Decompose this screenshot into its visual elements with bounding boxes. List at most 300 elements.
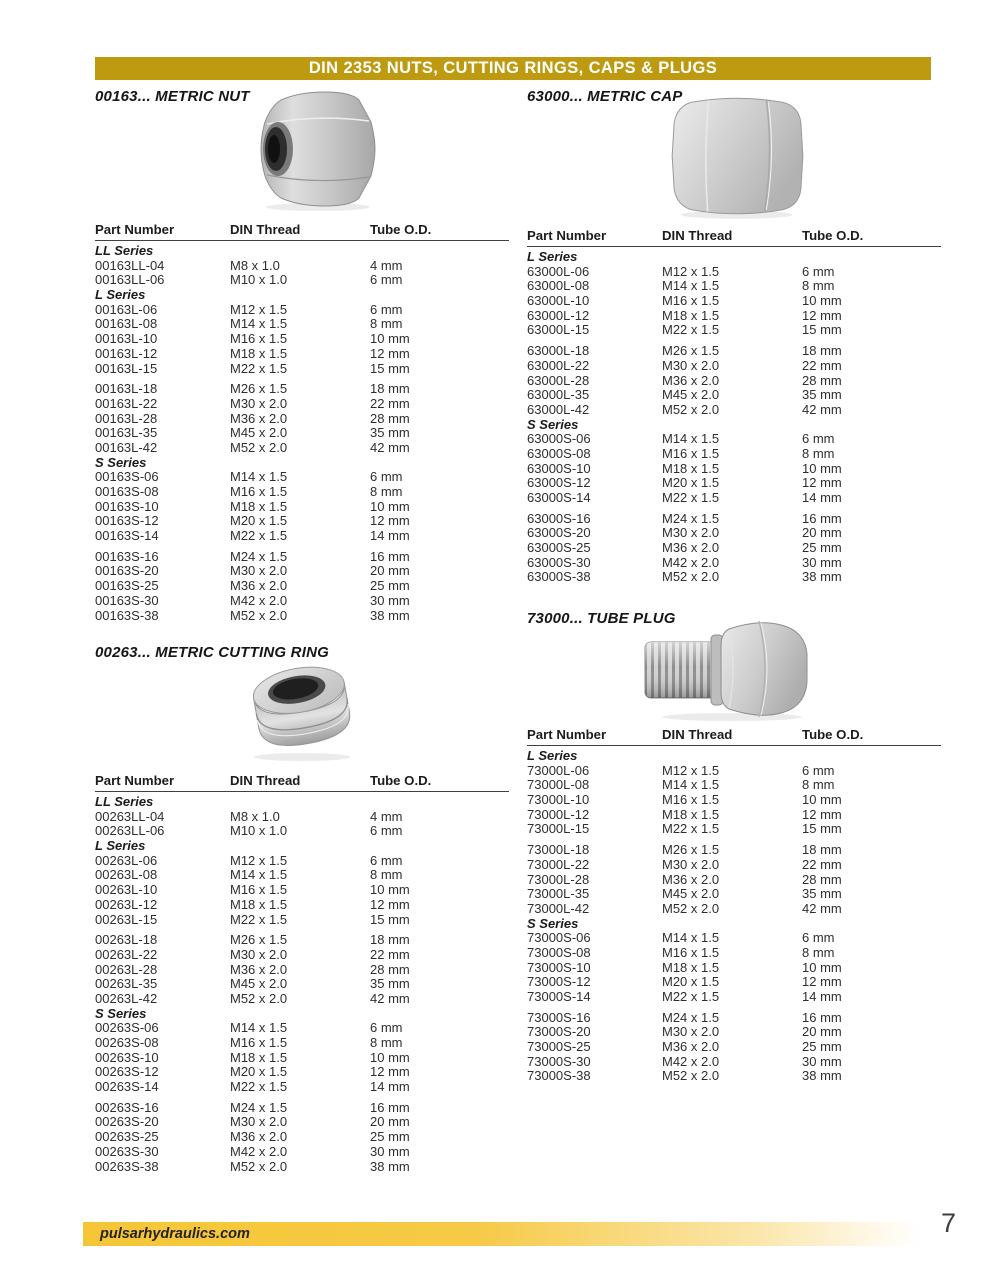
part-number-cell: 00263S-10: [95, 1049, 159, 1065]
din-thread-cell: M18 x 1.5: [230, 1049, 288, 1065]
table-row: [527, 1025, 941, 1040]
din-thread-cell: M36 x 2.0: [230, 1129, 288, 1145]
part-number-cell: 63000L-15: [527, 322, 590, 338]
table-row: [527, 388, 941, 403]
table-header-row: [527, 727, 941, 746]
din-thread-cell: M18 x 1.5: [662, 460, 720, 476]
table-row: [527, 808, 941, 823]
din-thread-cell: M42 x 2.0: [662, 1053, 720, 1069]
din-thread-cell: M18 x 1.5: [230, 498, 288, 514]
din-thread-cell: M22 x 1.5: [662, 989, 720, 1004]
din-thread-cell: M14 x 1.5: [662, 777, 720, 793]
tube-od-cell: 8 mm: [802, 445, 835, 461]
din-thread-header: DIN Thread: [662, 228, 733, 243]
din-thread-cell: M14 x 1.5: [662, 930, 720, 946]
din-thread-header: DIN Thread: [230, 773, 301, 788]
table-row: [95, 1145, 509, 1160]
tube-od-cell: 6 mm: [370, 469, 403, 485]
din-thread-cell: M30 x 2.0: [230, 1114, 288, 1130]
table-row: [95, 317, 509, 332]
tube-od-cell: 10 mm: [370, 331, 410, 347]
part-number-header: Part Number: [527, 228, 607, 243]
part-number-cell: 00263S-30: [95, 1143, 159, 1159]
din-thread-cell: M14 x 1.5: [662, 278, 720, 294]
din-thread-cell: M20 x 1.5: [662, 475, 720, 491]
part-number-cell: 00163L-22: [95, 395, 158, 411]
part-number-cell: 73000L-22: [527, 856, 590, 872]
series-label: S Series: [527, 416, 579, 432]
table-row: [527, 556, 941, 571]
table-row: [527, 403, 941, 418]
table-row: [95, 426, 509, 441]
table-row: [95, 259, 509, 274]
din-thread-cell: M30 x 2.0: [230, 563, 288, 579]
tube-od-cell: 16 mm: [370, 1099, 410, 1115]
table-row: [95, 500, 509, 515]
table-group: [95, 933, 509, 1006]
din-thread-cell: M22 x 1.5: [230, 1079, 288, 1095]
tube-od-cell: 4 mm: [370, 808, 403, 824]
part-number-cell: 00163S-20: [95, 563, 159, 579]
part-number-cell: 00163S-16: [95, 548, 159, 564]
tube-od-header: Tube O.D.: [802, 228, 864, 243]
tube-od-cell: 10 mm: [370, 882, 410, 898]
part-number-cell: 73000S-38: [527, 1068, 591, 1084]
table-row: [95, 514, 509, 529]
table-row: [527, 462, 941, 477]
part-number-cell: 63000S-08: [527, 445, 591, 461]
din-thread-cell: M26 x 1.5: [662, 842, 720, 858]
tube-od-cell: 15 mm: [802, 821, 842, 837]
table-row: [95, 913, 509, 928]
din-thread-cell: M24 x 1.5: [662, 510, 720, 526]
part-number-cell: 00263S-16: [95, 1099, 159, 1115]
table-row: [527, 323, 941, 338]
din-thread-cell: M52 x 2.0: [230, 990, 288, 1006]
hex-cap-photo: [661, 92, 813, 220]
table-group: [527, 917, 941, 1005]
part-number-cell: 63000S-10: [527, 460, 591, 476]
part-number-cell: 00263S-14: [95, 1079, 159, 1095]
table-row: [527, 447, 941, 462]
parts-table: [527, 228, 941, 585]
table-body: [527, 749, 941, 1084]
table-group: [95, 1007, 509, 1095]
tube-od-cell: 22 mm: [802, 856, 842, 872]
din-thread-cell: M16 x 1.5: [662, 445, 720, 461]
part-number-cell: 00263S-20: [95, 1114, 159, 1130]
part-number-cell: 00263S-08: [95, 1035, 159, 1050]
tube-od-cell: 22 mm: [370, 946, 410, 962]
section-title: 00163... METRIC NUT: [95, 88, 250, 105]
din-thread-cell: M16 x 1.5: [662, 792, 720, 808]
tube-od-cell: 4 mm: [370, 257, 403, 273]
table-header-row: [95, 773, 509, 792]
din-thread-cell: M22 x 1.5: [662, 490, 720, 505]
din-thread-cell: M12 x 1.5: [662, 263, 720, 279]
tube-od-cell: 8 mm: [802, 944, 835, 960]
tube-od-cell: 12 mm: [370, 345, 410, 361]
din-thread-cell: M30 x 2.0: [230, 395, 288, 411]
table-row: [527, 512, 941, 527]
din-thread-header: DIN Thread: [662, 727, 733, 742]
tube-od-cell: 18 mm: [802, 842, 842, 858]
part-number-cell: 63000L-12: [527, 307, 590, 323]
din-thread-cell: M10 x 1.0: [230, 272, 288, 288]
table-row: [95, 898, 509, 913]
din-thread-cell: M18 x 1.5: [230, 896, 288, 912]
din-thread-cell: M20 x 1.5: [230, 513, 288, 529]
part-number-cell: 63000S-06: [527, 431, 591, 447]
din-thread-cell: M22 x 1.5: [230, 911, 288, 927]
part-number-cell: 63000L-28: [527, 372, 590, 388]
tube-od-cell: 20 mm: [802, 525, 842, 541]
tube-od-cell: 25 mm: [370, 578, 410, 594]
din-thread-cell: M16 x 1.5: [230, 484, 288, 499]
series-label: L Series: [95, 838, 146, 854]
table-row: [95, 303, 509, 318]
tube-od-header: Tube O.D.: [370, 773, 432, 788]
part-number-cell: 00263L-22: [95, 946, 158, 962]
part-number-cell: 00163L-06: [95, 301, 158, 317]
table-row: [95, 977, 509, 992]
tube-plug-photo: [637, 616, 817, 722]
section-cutting-ring: [95, 644, 509, 1174]
tube-od-cell: 6 mm: [370, 1020, 403, 1036]
din-thread-cell: M45 x 2.0: [230, 976, 288, 992]
tube-od-cell: 6 mm: [370, 852, 403, 868]
part-number-cell: 73000S-20: [527, 1024, 591, 1040]
table-row: [95, 1115, 509, 1130]
table-row: [527, 294, 941, 309]
table-row: [527, 975, 941, 990]
table-row: [95, 854, 509, 869]
tube-od-cell: 15 mm: [802, 322, 842, 338]
table-row: [527, 778, 941, 793]
part-number-cell: 73000S-06: [527, 930, 591, 946]
table-row: [527, 931, 941, 946]
section-title: 00263... METRIC CUTTING RING: [95, 644, 329, 661]
table-row: [95, 868, 509, 883]
din-thread-cell: M42 x 2.0: [230, 592, 288, 608]
table-row: [95, 1130, 509, 1145]
part-number-cell: 63000L-42: [527, 401, 590, 417]
din-thread-cell: M22 x 1.5: [230, 528, 288, 544]
table-row: [95, 550, 509, 565]
table-group: [95, 795, 509, 839]
tube-od-cell: 42 mm: [802, 900, 842, 916]
din-thread-cell: M16 x 1.5: [662, 293, 720, 309]
tube-od-cell: 12 mm: [802, 806, 842, 822]
din-thread-cell: M16 x 1.5: [230, 882, 288, 898]
part-number-cell: 63000S-25: [527, 540, 591, 556]
table-group: [95, 1101, 509, 1174]
table-row: [527, 1069, 941, 1084]
part-number-cell: 73000S-10: [527, 959, 591, 975]
part-number-cell: 00163L-18: [95, 381, 158, 397]
table-row: [527, 359, 941, 374]
table-row: [95, 529, 509, 544]
din-thread-header: DIN Thread: [230, 222, 301, 237]
din-thread-cell: M18 x 1.5: [662, 307, 720, 323]
tube-od-cell: 8 mm: [370, 484, 403, 499]
part-number-cell: 00263L-12: [95, 896, 158, 912]
table-group: [95, 839, 509, 927]
tube-od-cell: 28 mm: [802, 871, 842, 887]
din-thread-cell: M36 x 2.0: [662, 540, 720, 556]
din-thread-cell: M45 x 2.0: [230, 425, 288, 441]
table-body: [95, 244, 509, 623]
din-thread-cell: M22 x 1.5: [230, 360, 288, 376]
din-thread-cell: M16 x 1.5: [662, 944, 720, 960]
series-label: S Series: [95, 454, 147, 470]
part-number-cell: 00163S-38: [95, 607, 159, 623]
tube-od-cell: 38 mm: [370, 1158, 410, 1174]
part-number-header: Part Number: [95, 222, 175, 237]
tube-od-cell: 6 mm: [802, 431, 835, 447]
din-thread-cell: M36 x 2.0: [230, 578, 288, 594]
table-body: [95, 795, 509, 1174]
part-number-cell: 00163S-30: [95, 592, 159, 608]
table-row: [95, 382, 509, 397]
table-row: [527, 793, 941, 808]
din-thread-cell: M26 x 1.5: [230, 381, 288, 397]
tube-od-cell: 35 mm: [802, 387, 842, 403]
table-row: [95, 273, 509, 288]
table-row: [95, 963, 509, 978]
din-thread-cell: M18 x 1.5: [662, 806, 720, 822]
part-number-cell: 73000S-16: [527, 1009, 591, 1025]
table-body: [527, 250, 941, 585]
tube-od-cell: 18 mm: [370, 381, 410, 397]
part-number-cell: 63000L-22: [527, 357, 590, 373]
din-thread-cell: M52 x 2.0: [230, 439, 288, 455]
din-thread-cell: M24 x 1.5: [230, 1099, 288, 1115]
din-thread-cell: M30 x 2.0: [662, 525, 720, 541]
tube-od-cell: 25 mm: [370, 1129, 410, 1145]
table-group: [527, 512, 941, 585]
table-row: [95, 1160, 509, 1175]
tube-od-cell: 20 mm: [370, 563, 410, 579]
part-number-header: Part Number: [95, 773, 175, 788]
tube-od-cell: 38 mm: [370, 607, 410, 623]
din-thread-cell: M30 x 2.0: [662, 357, 720, 373]
tube-od-cell: 28 mm: [802, 372, 842, 388]
table-row: [527, 344, 941, 359]
part-number-cell: 00163S-12: [95, 513, 159, 529]
table-row: [527, 946, 941, 961]
din-thread-cell: M24 x 1.5: [230, 548, 288, 564]
din-thread-cell: M14 x 1.5: [230, 867, 288, 883]
series-label: S Series: [95, 1005, 147, 1021]
series-label: L Series: [527, 748, 578, 763]
tube-od-cell: 6 mm: [802, 930, 835, 946]
part-number-cell: 00163S-08: [95, 484, 159, 499]
tube-od-cell: 38 mm: [802, 1068, 842, 1084]
din-thread-cell: M42 x 2.0: [662, 554, 720, 570]
table-row: [95, 1101, 509, 1116]
din-thread-cell: M52 x 2.0: [662, 401, 720, 417]
tube-od-cell: 6 mm: [370, 272, 403, 288]
table-row: [95, 412, 509, 427]
table-group: [527, 418, 941, 506]
parts-table: [95, 773, 509, 1174]
table-group: [95, 456, 509, 544]
table-row: [527, 309, 941, 324]
din-thread-cell: M42 x 2.0: [230, 1143, 288, 1159]
parts-table: [95, 222, 509, 623]
table-row: [527, 1040, 941, 1055]
part-number-cell: 73000L-18: [527, 842, 590, 858]
tube-od-cell: 10 mm: [802, 460, 842, 476]
section-metric-nut: [95, 88, 509, 623]
table-group: [527, 344, 941, 417]
part-number-cell: 00163L-12: [95, 345, 158, 361]
tube-od-cell: 22 mm: [370, 395, 410, 411]
din-thread-cell: M24 x 1.5: [662, 1009, 720, 1025]
tube-od-cell: 14 mm: [802, 989, 842, 1004]
table-row: [527, 526, 941, 541]
table-row: [95, 594, 509, 609]
part-number-cell: 00163S-25: [95, 578, 159, 594]
table-row: [95, 992, 509, 1007]
part-number-cell: 00163L-08: [95, 316, 158, 332]
part-number-cell: 00263L-42: [95, 990, 158, 1006]
din-thread-cell: M36 x 2.0: [662, 871, 720, 887]
table-row: [95, 485, 509, 500]
part-number-cell: 63000S-38: [527, 569, 591, 585]
din-thread-cell: M16 x 1.5: [230, 331, 288, 347]
tube-od-cell: 12 mm: [802, 974, 842, 990]
table-row: [527, 843, 941, 858]
part-number-cell: 63000S-20: [527, 525, 591, 541]
part-number-cell: 00163LL-06: [95, 272, 165, 288]
din-thread-cell: M22 x 1.5: [662, 821, 720, 837]
section-title: 73000... TUBE PLUG: [527, 610, 676, 627]
table-group: [95, 288, 509, 376]
tube-od-cell: 30 mm: [802, 554, 842, 570]
page-banner: [95, 57, 931, 80]
part-number-cell: 00163L-15: [95, 360, 158, 376]
part-number-cell: 63000S-16: [527, 510, 591, 526]
tube-od-cell: 35 mm: [370, 425, 410, 441]
tube-od-cell: 30 mm: [802, 1053, 842, 1069]
part-number-cell: 73000L-28: [527, 871, 590, 887]
din-thread-cell: M52 x 2.0: [662, 1068, 720, 1084]
banner-title: DIN 2353 NUTS, CUTTING RINGS, CAPS & PLUGS: [308, 59, 718, 77]
tube-od-cell: 18 mm: [802, 343, 842, 359]
table-group: [527, 250, 941, 338]
part-number-cell: 73000L-08: [527, 777, 590, 793]
hex-nut-photo: [247, 88, 389, 212]
table-row: [95, 824, 509, 839]
parts-table: [527, 727, 941, 1084]
series-label: S Series: [527, 915, 579, 931]
table-row: [527, 858, 941, 873]
din-thread-cell: M45 x 2.0: [662, 886, 720, 902]
tube-od-cell: 6 mm: [370, 301, 403, 317]
table-group: [95, 244, 509, 288]
table-row: [527, 476, 941, 491]
tube-od-cell: 8 mm: [802, 278, 835, 294]
tube-od-cell: 38 mm: [802, 569, 842, 585]
part-number-cell: 73000S-12: [527, 974, 591, 990]
din-thread-cell: M26 x 1.5: [230, 932, 288, 948]
din-thread-cell: M30 x 2.0: [662, 1024, 720, 1040]
din-thread-cell: M36 x 2.0: [230, 961, 288, 977]
tube-od-cell: 30 mm: [370, 1143, 410, 1159]
din-thread-cell: M12 x 1.5: [230, 852, 288, 868]
tube-od-cell: 16 mm: [370, 548, 410, 564]
part-number-cell: 63000S-12: [527, 475, 591, 491]
tube-od-cell: 12 mm: [802, 475, 842, 491]
series-label: L Series: [527, 249, 578, 264]
tube-od-cell: 8 mm: [802, 777, 835, 793]
table-row: [527, 887, 941, 902]
tube-od-cell: 14 mm: [370, 1079, 410, 1095]
part-number-cell: 73000S-14: [527, 989, 591, 1004]
din-thread-cell: M10 x 1.0: [230, 823, 288, 839]
table-row: [95, 362, 509, 377]
table-row: [527, 491, 941, 506]
part-number-cell: 00263S-38: [95, 1158, 159, 1174]
tube-od-cell: 8 mm: [370, 867, 403, 883]
tube-od-cell: 28 mm: [370, 410, 410, 426]
din-thread-cell: M8 x 1.0: [230, 808, 280, 824]
tube-od-cell: 12 mm: [370, 513, 410, 529]
tube-od-cell: 6 mm: [802, 762, 835, 778]
table-row: [95, 1080, 509, 1095]
table-row: [527, 541, 941, 556]
din-thread-cell: M8 x 1.0: [230, 257, 280, 273]
tube-od-cell: 14 mm: [802, 490, 842, 505]
table-header-row: [95, 222, 509, 241]
part-number-cell: 00263L-18: [95, 932, 158, 948]
table-row: [527, 1011, 941, 1026]
section-title: 63000... METRIC CAP: [527, 88, 683, 105]
table-row: [527, 902, 941, 917]
table-row: [527, 1055, 941, 1070]
part-number-cell: 73000L-35: [527, 886, 590, 902]
din-thread-cell: M18 x 1.5: [230, 345, 288, 361]
tube-od-cell: 20 mm: [370, 1114, 410, 1130]
part-number-cell: 00263S-06: [95, 1020, 159, 1036]
part-number-cell: 63000S-30: [527, 554, 591, 570]
tube-od-cell: 10 mm: [370, 1049, 410, 1065]
tube-od-cell: 6 mm: [370, 823, 403, 839]
tube-od-cell: 6 mm: [802, 263, 835, 279]
din-thread-cell: M30 x 2.0: [230, 946, 288, 962]
tube-od-cell: 42 mm: [370, 990, 410, 1006]
table-group: [527, 749, 941, 837]
table-row: [95, 470, 509, 485]
table-row: [95, 397, 509, 412]
part-number-cell: 73000L-10: [527, 792, 590, 808]
table-row: [527, 961, 941, 976]
tube-od-cell: 10 mm: [370, 498, 410, 514]
tube-od-cell: 10 mm: [802, 792, 842, 808]
part-number-cell: 63000L-08: [527, 278, 590, 294]
tube-od-cell: 12 mm: [802, 307, 842, 323]
table-group: [527, 1011, 941, 1084]
table-row: [95, 332, 509, 347]
table-row: [95, 564, 509, 579]
din-thread-cell: M14 x 1.5: [230, 316, 288, 332]
part-number-cell: 63000L-35: [527, 387, 590, 403]
part-number-cell: 00263S-12: [95, 1064, 159, 1080]
tube-od-cell: 28 mm: [370, 961, 410, 977]
section-metric-cap: [527, 88, 941, 585]
